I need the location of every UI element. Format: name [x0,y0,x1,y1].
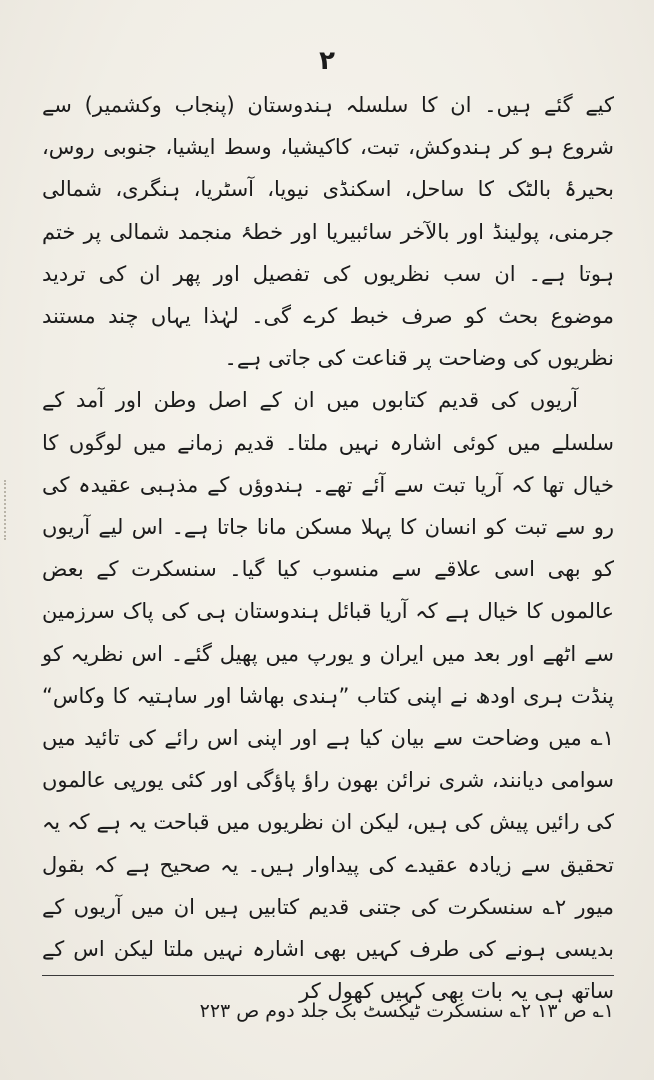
paragraph-1: کیے گئے ہیں۔ ان کا سلسلہ ہندوستان (پنجاب وکشمیر) سے شروع ہو کر ہندوکش، تبت، کاکیشیا، وسط ایشیا، جنوبی روس، بحیرۂ بالٹک کا ساحل، اسکنڈی نیویا، آسٹریا، ہنگری، شمالی جرمنی، پولینڈ اور بالآخر سائبیریا اور خطۂ منجمد شمالی پر ختم ہوتا ہے۔ ان سب نظریوں کی تفصیل اور پھر ان کی تردید موضوع بحث کو صرف خبط کرے گی۔ لہٰذا یہاں چند مستند نظریوں کی وضاحت پر قناعت کی جاتی ہے۔ [42,93,614,371]
footnotes: ۱؎ ص ۱۳ ۲؎ سنسکرت ٹیکسٹ بک جلد دوم ص ۲۲۳ [199,1000,614,1022]
page-number: ۲ [319,46,335,76]
footnote-divider [42,975,614,976]
paragraph-2: آریوں کی قدیم کتابوں میں ان کے اصل وطن اور آمد کے سلسلے میں کوئی اشارہ نہیں ملتا۔ قدیم زمانے میں لوگوں کا خیال تھا کہ آریا تبت سے آئے تھے۔ ہندوؤں کے مذہبی عقیدہ کی رو سے تبت کو انسان کا پہلا مسکن مانا جاتا ہے۔ اس لیے آریوں کو بھی اسی علاقے سے منسوب کیا گیا۔ سنسکرت کے بعض عالموں کا خیال ہے کہ آریا قبائل ہندوستان ہی کی پاک سرزمین سے اٹھے اور بعد میں ایران و یورپ میں پھیل گئے۔ اس نظریہ کو پنڈت ہری اودھ نے اپنی کتاب ”ہندی بھاشا اور ساہتیہ کا وکاس“ ۱؎ میں وضاحت سے بیان کیا ہے اور اپنی اس رائے کی تائید میں سوامی دیانند، شری نرائن بھون راؤ پاؤگی اور کئی یورپی عالموں کی رائیں پیش کی ہیں، لیکن ان نظریوں میں قباحت یہ ہے کہ یہ تحقیق سے زیادہ عقیدے کی پیداوار ہیں۔ یہ صحیح ہے کہ بقول میور ۲؎ سنسکرت کی جتنی قدیم کتابیں ہیں ان میں آریوں کے بدیسی ہونے کی طرف کہیں بھی اشارہ نہیں ملتا لیکن اس کے ساتھ ہی یہ بات بھی کہیں کھول کر [42,388,614,1004]
body-text [42,84,614,1012]
binding-mark [4,480,8,540]
